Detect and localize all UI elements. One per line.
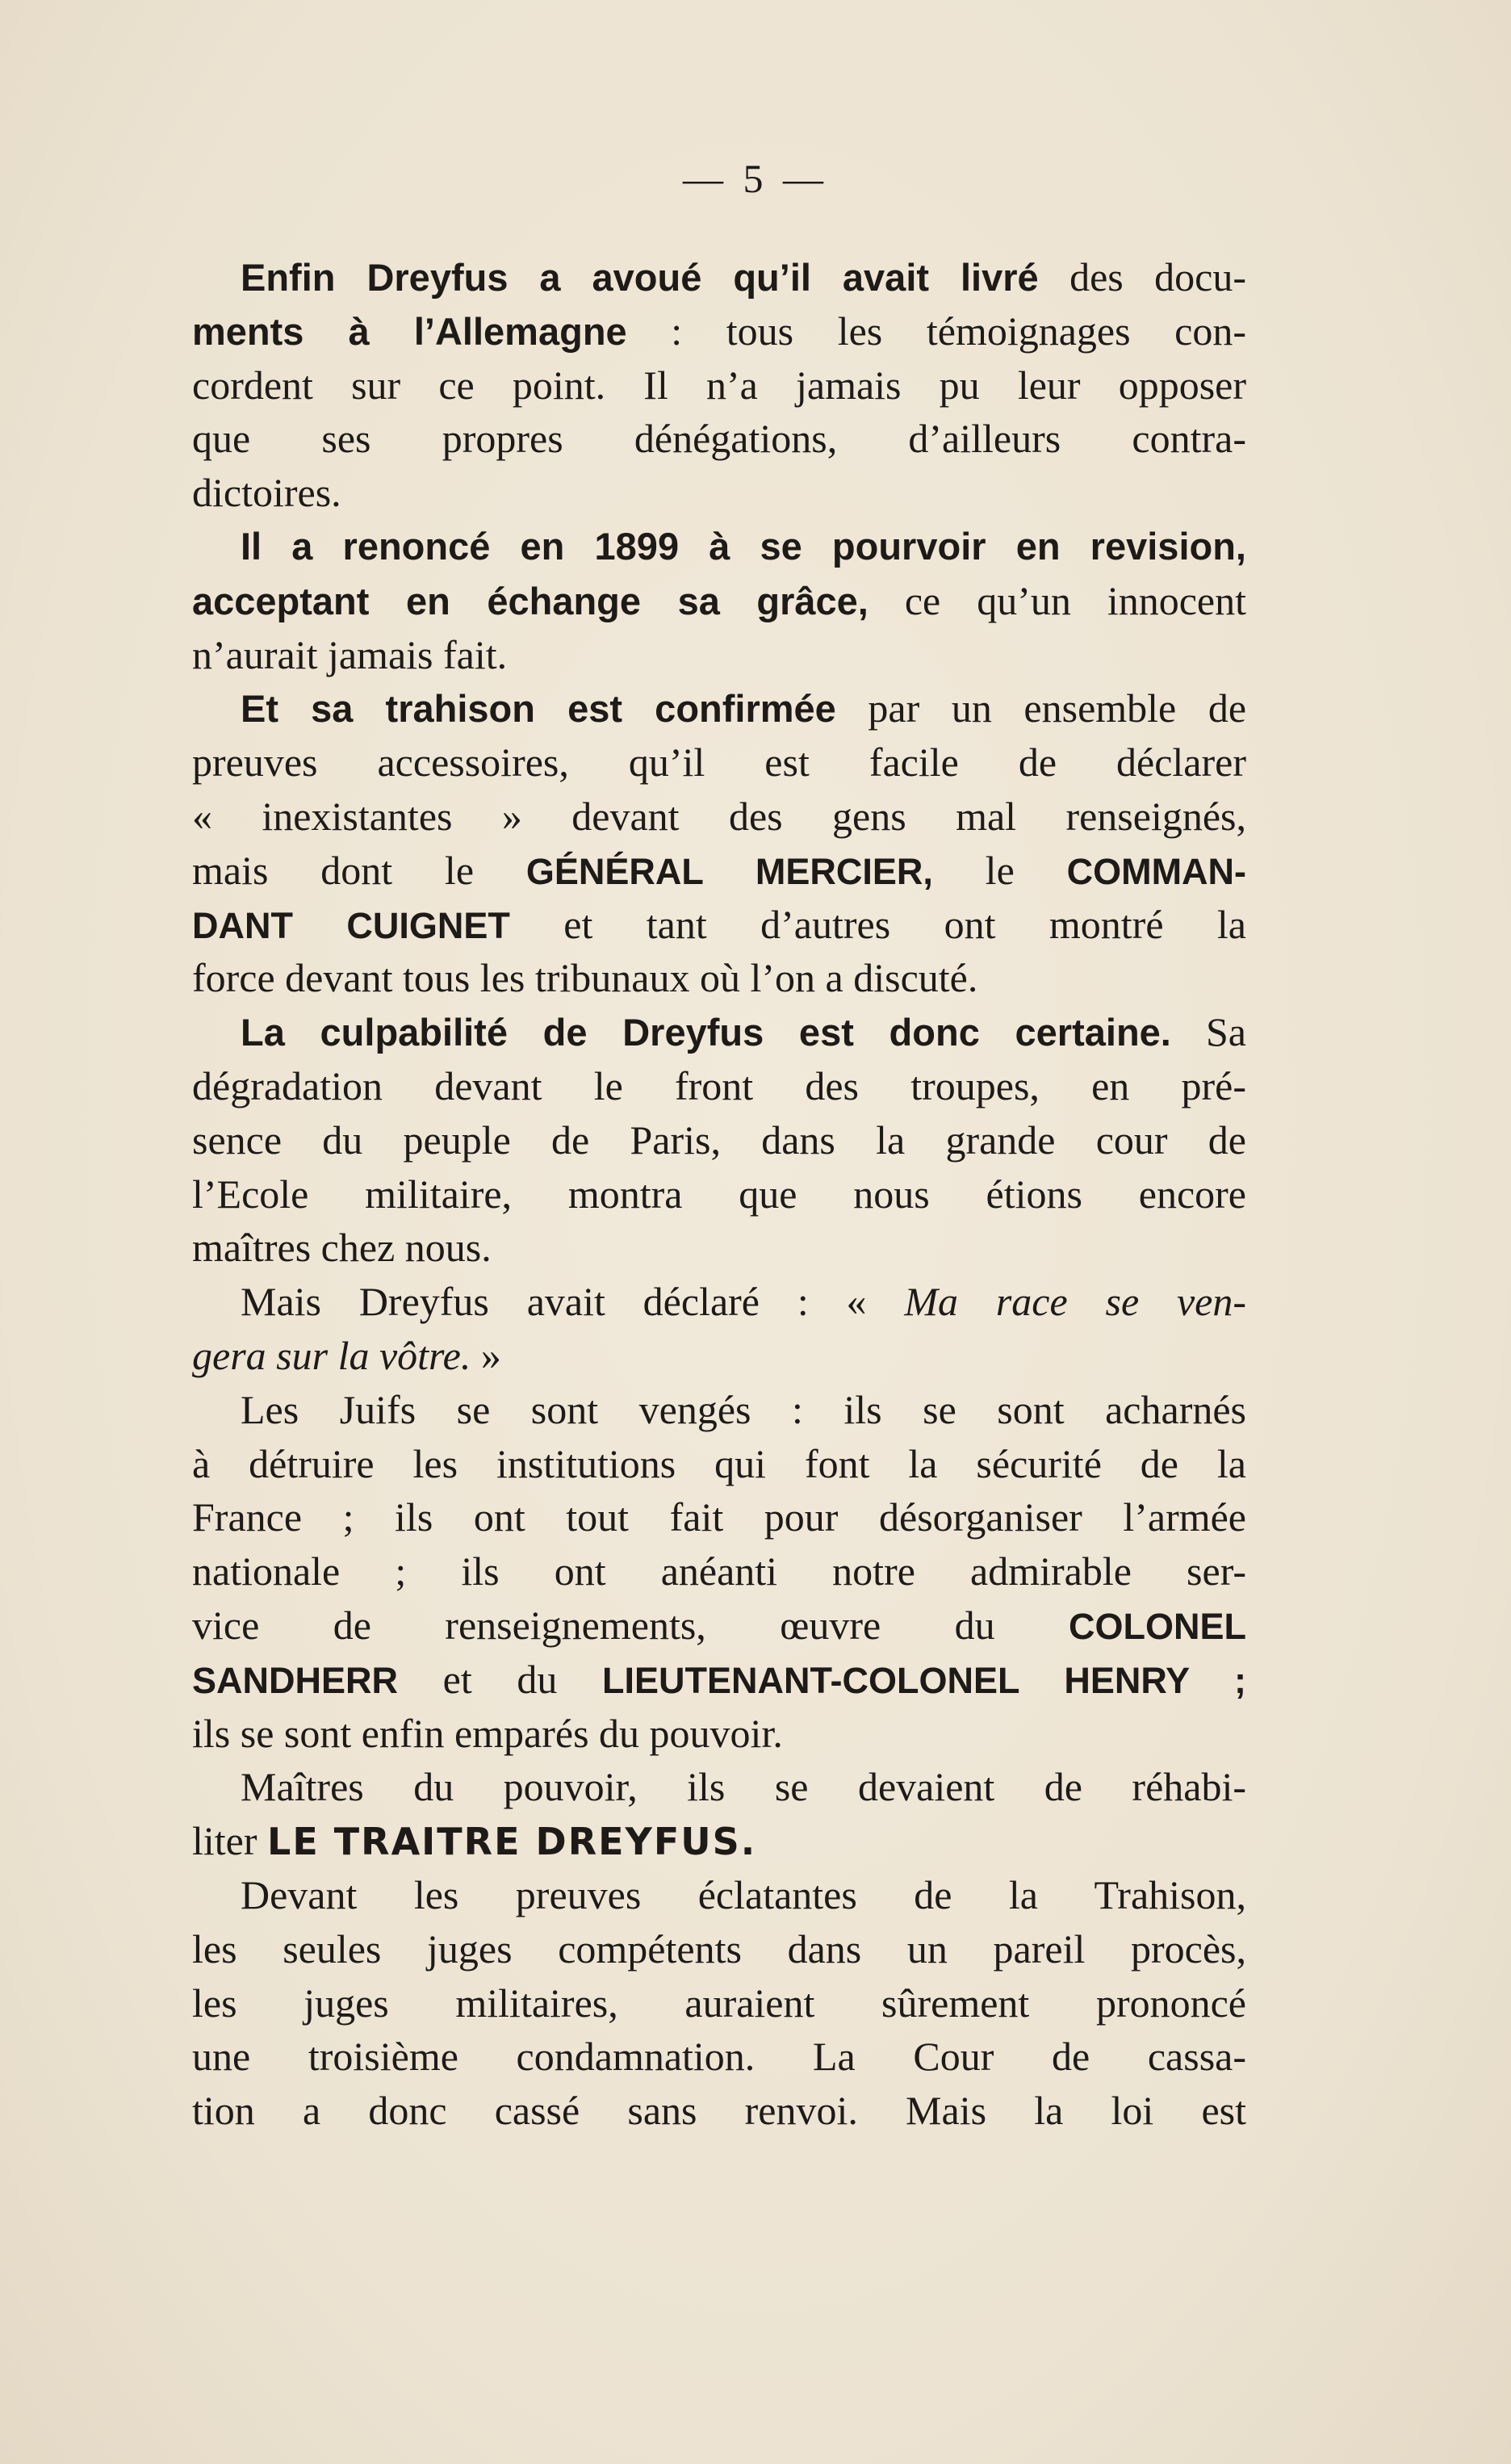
text-line: cordent sur ce point. Il n’a jamais pu leur opposer <box>192 362 1246 408</box>
text-line <box>192 1329 1246 1383</box>
text-line: maîtres chez nous. <box>192 1225 492 1271</box>
italic-quote: gera sur la vôtre. <box>192 1332 471 1378</box>
text-line <box>192 1653 1246 1707</box>
text-segment: et du <box>442 1656 558 1702</box>
bold-phrase: acceptant en échange sa grâce, <box>192 579 869 622</box>
text-line: dictoires. <box>192 470 341 516</box>
name-caps: DANT CUIGNET <box>192 904 510 946</box>
text-line: Il a renoncé en 1899 à se pourvoir en revision, <box>241 524 1246 568</box>
text-line: les seules juges compétents dans un pareil procès, <box>192 1926 1246 1972</box>
text-line: une troisième condamnation. La Cour de cassa- <box>192 2034 1246 2080</box>
text-segment: liter <box>192 1818 257 1864</box>
text-line <box>192 1275 1246 1329</box>
text-segment: mais dont le <box>192 847 475 893</box>
text-line <box>192 681 1246 735</box>
text-line <box>192 844 1246 898</box>
name-caps: LIEUTENANT-COLONEL HENRY ; <box>602 1659 1247 1701</box>
page-body <box>192 250 1246 2138</box>
text-line: preuves accessoires, qu’il est facile de déclarer <box>192 740 1246 786</box>
text-segment: vice de renseignements, œuvre du <box>192 1602 995 1648</box>
text-line: n’aurait jamais fait. <box>192 631 508 677</box>
text-line <box>192 1814 1246 1868</box>
bold-phrase: Et sa trahison est confirmée <box>241 687 836 731</box>
text-line: les juges militaires, auraient sûrement prononcé <box>192 1980 1246 2026</box>
text-segment: Mais Dreyfus avait déclaré : « <box>241 1279 867 1325</box>
bold-phrase: La culpabilité de Dreyfus est donc certaine. <box>241 1011 1171 1054</box>
text-line: nationale ; ils ont anéanti notre admirable ser- <box>192 1548 1246 1594</box>
text-segment: le <box>985 847 1015 893</box>
name-caps: SANDHERR <box>192 1659 399 1701</box>
text-line: sence du peuple de Paris, dans la grande cour de <box>192 1117 1246 1163</box>
page-number: — 5 — <box>683 156 828 201</box>
name-caps: COMMAN- <box>1066 850 1247 892</box>
text-line: à détruire les institutions qui font la sécurité de la <box>192 1440 1246 1486</box>
text-line: Maîtres du pouvoir, ils se devaient de réhabi- <box>241 1764 1246 1810</box>
text-segment: » <box>480 1332 501 1378</box>
text-segment: Sa <box>1206 1009 1246 1055</box>
text-line: que ses propres dénégations, d’ailleurs contra- <box>192 416 1246 462</box>
text-line: tion a donc cassé sans renvoi. Mais la loi est <box>192 2088 1246 2134</box>
text-line: l’Ecole militaire, montra que nous étions encore <box>192 1171 1246 1217</box>
text-line <box>192 898 1246 952</box>
italic-quote: Ma race se ven- <box>904 1279 1246 1325</box>
text-line: France ; ils ont tout fait pour désorganiser l’armée <box>192 1494 1246 1540</box>
text-line: Les Juifs se sont vengés : ils se sont acharnés <box>241 1386 1246 1432</box>
text-segment: ce qu’un innocent <box>904 577 1247 623</box>
text-line <box>192 574 1246 628</box>
text-line <box>192 250 1246 304</box>
text-line <box>192 1005 1246 1059</box>
bold-phrase: ments à l’Allemagne <box>192 309 627 353</box>
headline-caps: LE TRAITRE DREYFUS. <box>267 1820 757 1864</box>
bold-phrase: Enfin Dreyfus a avoué qu’il avait livré <box>241 256 1039 299</box>
text-line: Devant les preuves éclatantes de la Trahison, <box>241 1871 1246 1917</box>
text-segment: par un ensemble de <box>868 685 1247 731</box>
text-segment: : tous les témoignages con- <box>671 308 1246 354</box>
text-line: ils se sont enfin emparés du pouvoir. <box>192 1710 783 1756</box>
name-caps: COLONEL <box>1069 1605 1247 1647</box>
text-line <box>192 304 1246 358</box>
text-segment: des docu- <box>1069 254 1247 300</box>
text-line: dégradation devant le front des troupes, en pré- <box>192 1062 1246 1108</box>
text-line: « inexistantes » devant des gens mal renseignés, <box>192 793 1246 839</box>
text-segment: et tant d’autres ont montré la <box>563 901 1247 947</box>
text-line <box>192 1599 1246 1653</box>
name-caps: GÉNÉRAL MERCIER, <box>525 850 933 892</box>
text-line: force devant tous les tribunaux où l’on a discuté. <box>192 955 978 1001</box>
